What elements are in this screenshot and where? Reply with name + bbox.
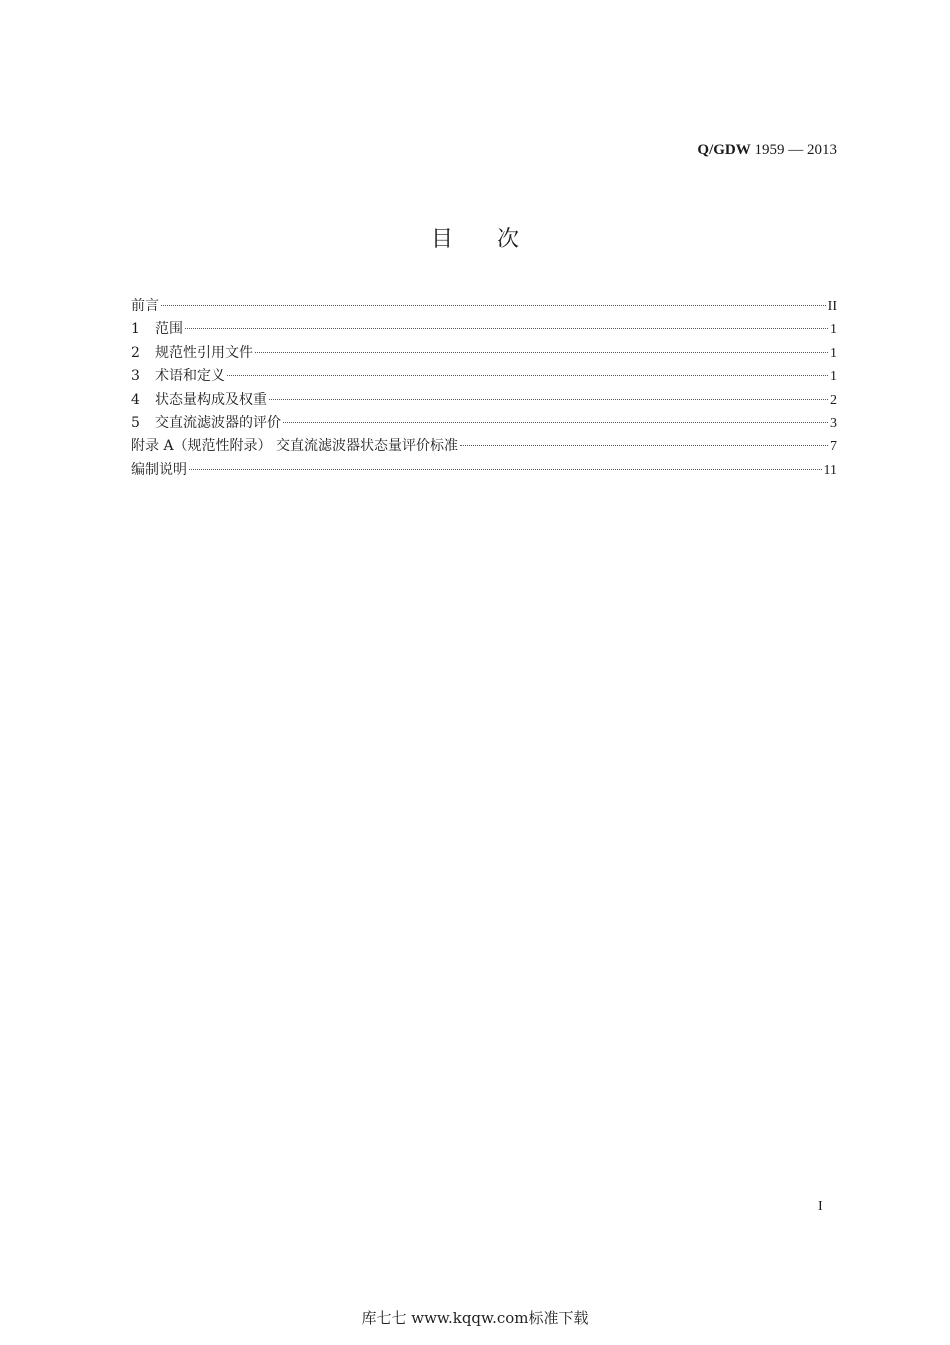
toc-entry-page: 1: [830, 322, 837, 338]
toc-entry-scope[interactable]: [131, 318, 837, 341]
toc-entry-label: 术语和定义: [155, 368, 225, 385]
toc-entry-number: 1: [131, 321, 140, 338]
toc-entry-number: 5: [131, 414, 140, 431]
toc-entry-compilation-notes[interactable]: [131, 459, 837, 482]
toc-leader-dots: [460, 445, 828, 446]
footer-watermark: 库七七 www.kqqw.com标准下载: [361, 1309, 589, 1327]
toc-entry-label: 状态量构成及权重: [155, 391, 267, 408]
page-number: I: [818, 1199, 823, 1214]
toc-entry-page: 7: [830, 439, 837, 455]
toc-leader-dots: [269, 399, 828, 400]
toc-entry-label: 交直流滤波器的评价: [155, 414, 281, 431]
toc-leader-dots: [227, 375, 828, 376]
document-code-number: 1959 — 2013: [750, 142, 837, 158]
document-code: [697, 142, 837, 159]
toc-leader-dots: [161, 305, 826, 306]
toc-entry-terms-definitions[interactable]: [131, 365, 837, 388]
toc-entry-label: 前言: [131, 298, 159, 314]
page-title: 目次: [430, 227, 563, 252]
toc-entry-label: 规范性引用文件: [155, 344, 253, 361]
toc-entry-appendix-a[interactable]: [131, 435, 837, 458]
table-of-contents: [131, 295, 837, 482]
toc-entry-page: 2: [830, 392, 837, 408]
toc-entry-state-quantity-weights[interactable]: [131, 389, 837, 412]
toc-entry-label: 附录 A（规范性附录） 交直流滤波器状态量评价标准: [131, 438, 459, 455]
toc-entry-number: 2: [131, 344, 140, 361]
toc-leader-dots: [185, 328, 828, 329]
toc-entry-number: 4: [131, 391, 140, 408]
document-code-prefix: Q/GDW: [697, 142, 751, 158]
toc-entry-preface[interactable]: [131, 295, 837, 318]
toc-leader-dots: [189, 469, 822, 470]
toc-entry-page: II: [827, 299, 837, 314]
toc-entry-label: 范围: [155, 321, 183, 338]
toc-entry-page: 1: [830, 345, 837, 361]
toc-entry-number: 3: [131, 368, 140, 385]
toc-entry-label: 编制说明: [131, 461, 187, 478]
toc-entry-normative-references[interactable]: [131, 342, 837, 365]
toc-leader-dots: [283, 422, 828, 423]
toc-entry-page: 3: [830, 415, 837, 431]
toc-entry-filter-evaluation[interactable]: [131, 412, 837, 435]
toc-leader-dots: [255, 352, 828, 353]
toc-entry-page: 11: [823, 462, 837, 478]
toc-entry-page: 1: [830, 369, 837, 385]
